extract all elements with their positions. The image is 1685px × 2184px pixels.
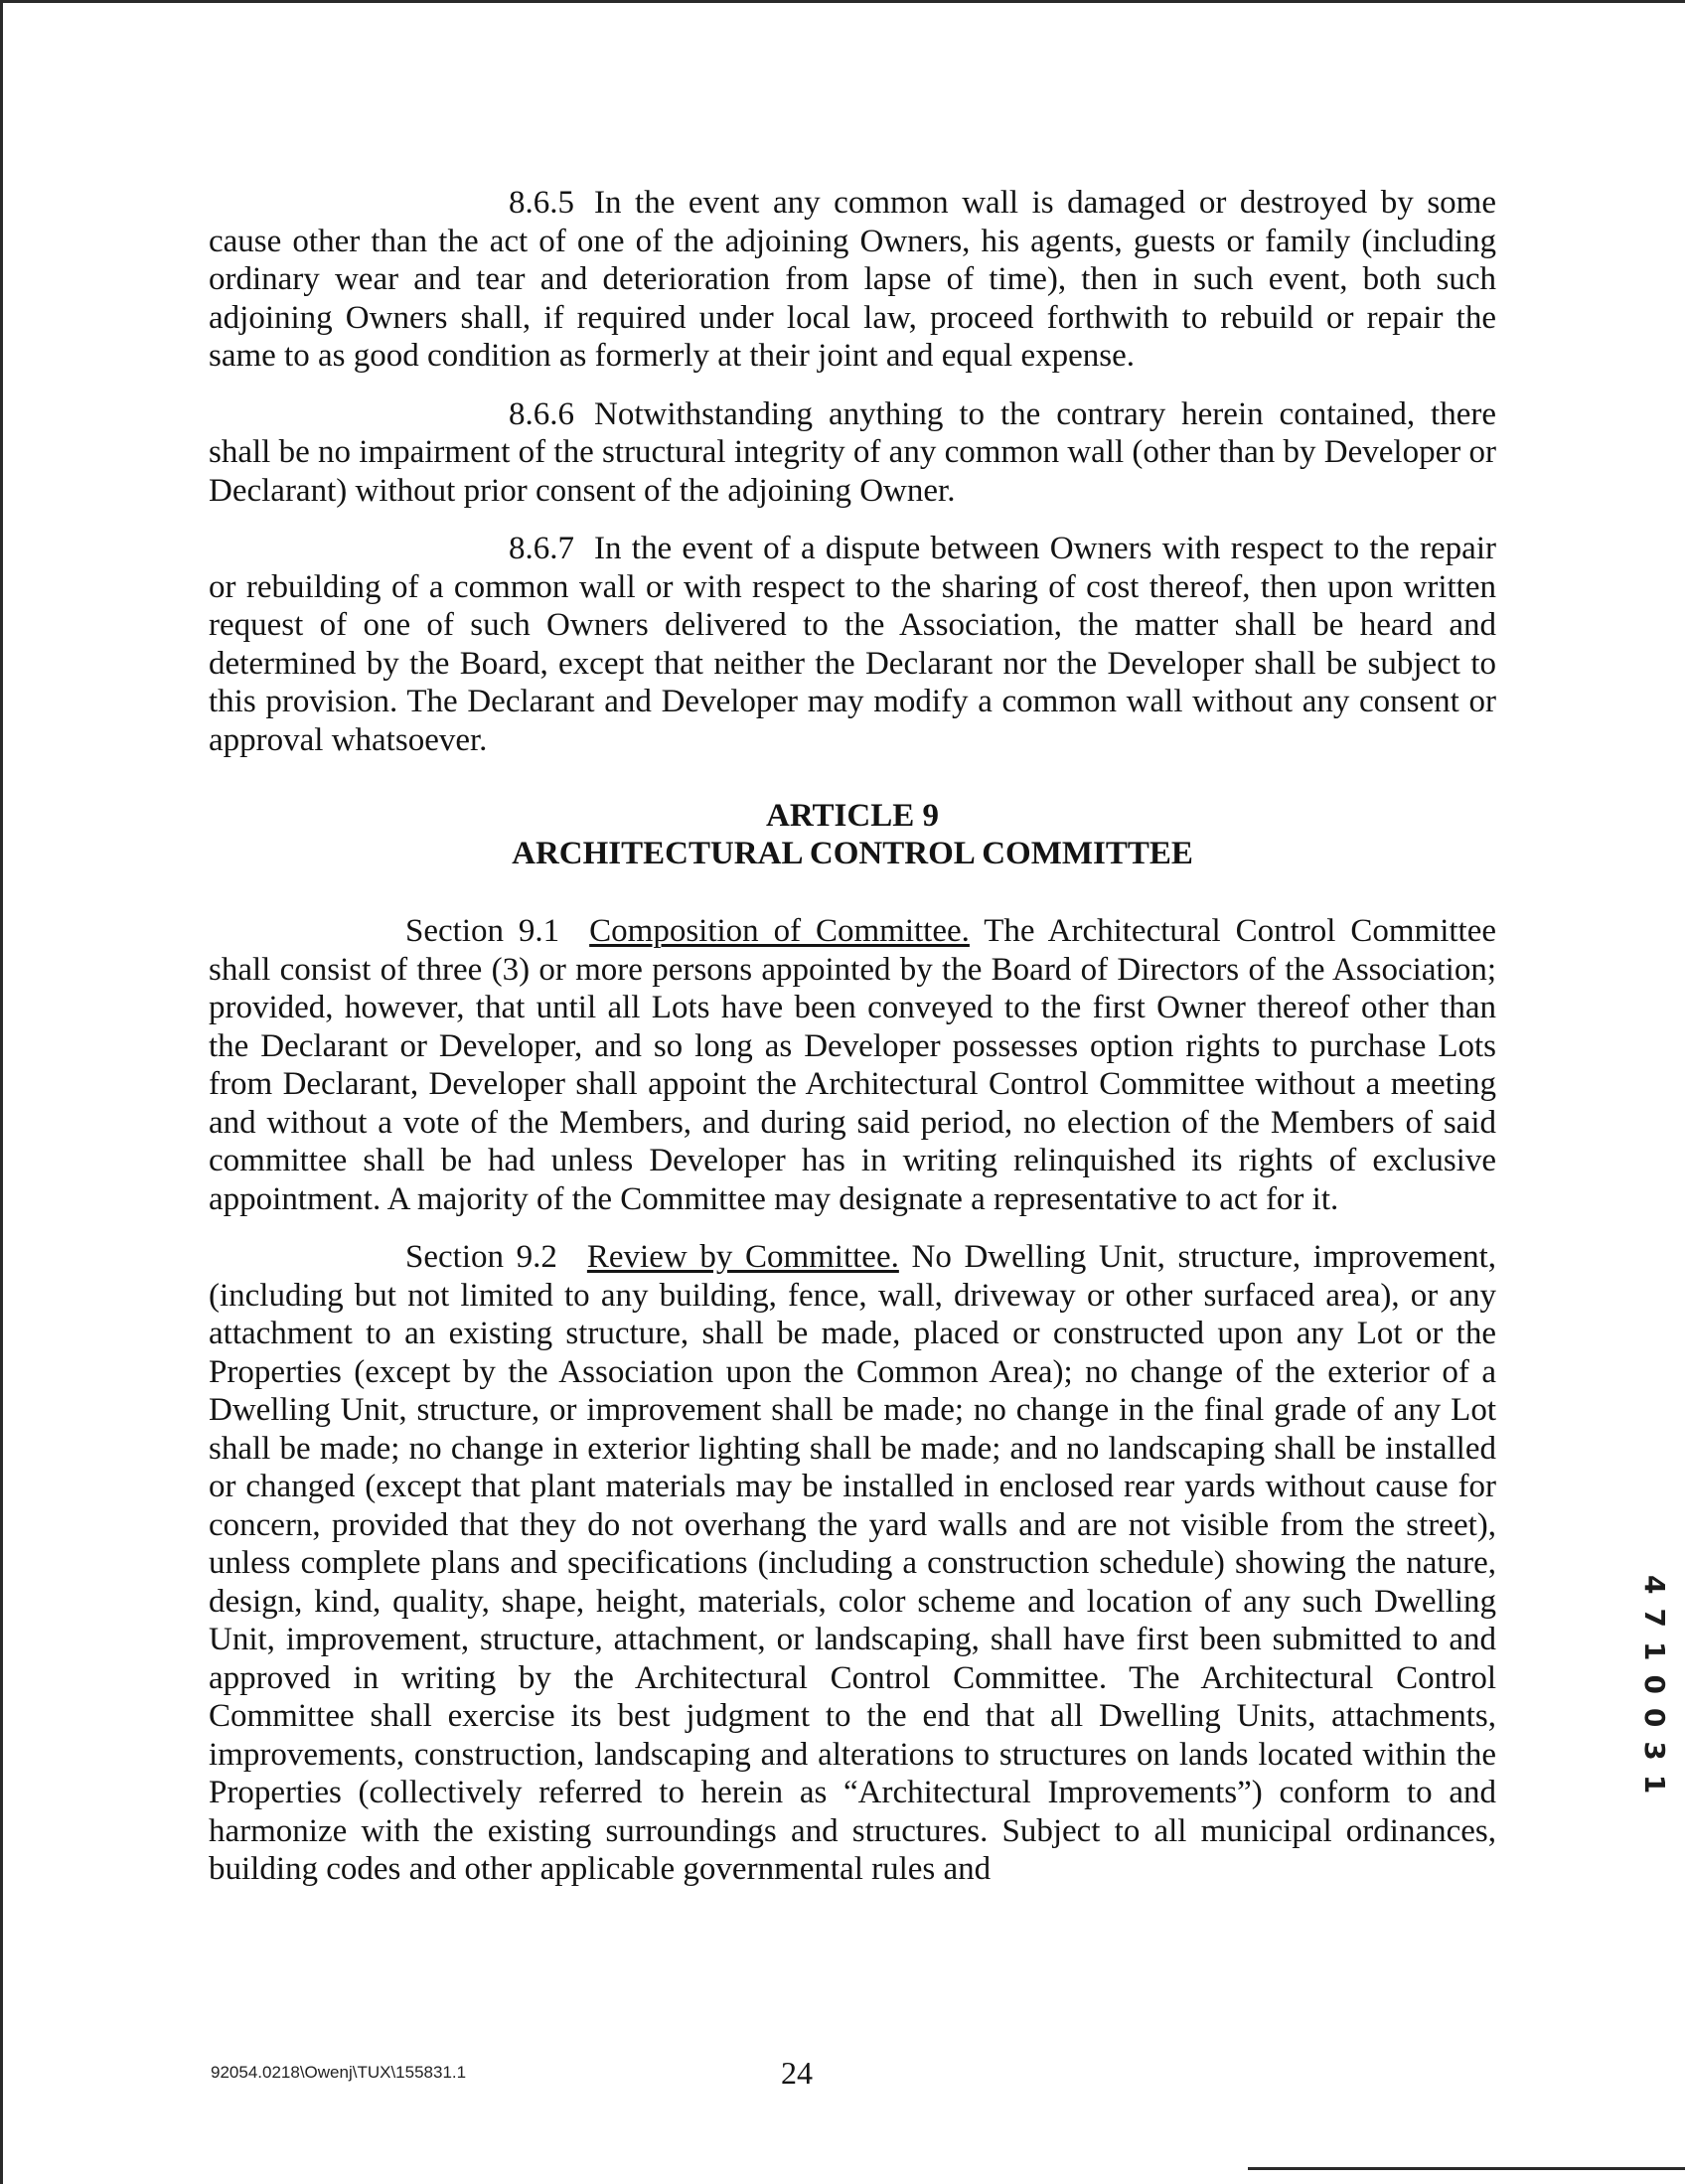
article-heading [209,797,1496,872]
paragraph-text: In the event any common wall is damaged or destroyed by some cause other than the act of one of the adjoining Owners, his agents, guests or family (including ordinary wear and tear and deterioration from lapse of time), then in such event, both such adjoining Owners shall, if required under local law, proceed forthwith to rebuild or repair the same to as good condition as formerly at their joint and equal expense. [209,185,1496,374]
paragraph-text: In the event of a dispute between Owners with respect to the repair or rebuilding of a common wall or with respect to the sharing of cost thereof, then upon written request of one of such Owners delivered to the Association, the matter shall be heard and determined by the Board, except that neither the Declarant nor the Developer shall be subject to this provision. The Declarant and Developer may modify a common wall without any consent or approval whatsoever. [209,531,1496,758]
section-label: Section 9.1 [405,913,560,949]
side-stamp-icon [1637,1575,1671,1913]
paragraph-8-6-6 [209,395,1496,511]
page-edge-top [0,0,1685,3]
paragraph-text: Notwithstanding anything to the contrary herein contained, there shall be no impairment of the structural integrity of any common wall (other than by Developer or Declarant) without prior consent of the adjoining Owner. [209,395,1496,509]
section-title: Review by Committee. [586,1239,899,1275]
page-edge-bottom [1248,2167,1685,2170]
paragraph-number: 8.6.7 [509,531,574,566]
side-stamp [1637,1575,1671,1913]
section-9-2 [209,1238,1496,1889]
article-title: ARCHITECTURAL CONTROL COMMITTEE [512,836,1193,871]
footer-page-number: 24 [781,2055,813,2091]
section-title: Composition of Committee. [589,913,970,949]
paragraph-number: 8.6.6 [509,395,574,432]
section-text: The Architectural Control Committee shall consist of three (3) or more persons appointed by the Board of Directors of the Association; provided, however, that until all Lots have been conveyed to the first Owner thereof other than the Declarant or Developer, and so long as Developer possesses option rights to purchase Lots from Declarant, Developer shall appoint the Architectural Control Committee without a meeting and without a vote of the Members, and during said period, no election of the Members of said committee shall be had unless Developer has in writing relinquished its rights of exclusive appointment. A majority of the Committee may designate a representative to act for it. [209,913,1497,1217]
article-number: ARTICLE 9 [766,798,939,834]
paragraph-8-6-7 [209,530,1496,759]
document-body [209,184,1496,1909]
footer-document-id: 92054.0218\Owenj\TUX\155831.1 [211,2063,467,2082]
paragraph-number: 8.6.5 [509,185,574,221]
section-label: Section 9.2 [405,1239,557,1275]
section-text: No Dwelling Unit, structure, improvement, (including but not limited to any building, fence, wall, driveway or other surfaced area), or any attachment to an existing structure, shall be made, placed or constructed upon any Lot or the Properties (except by the Association upon the Common Area); no change of the exterior of a Dwelling Unit, structure, or improvement shall be made; no change in the final grade of any Lot shall be made; no change in exterior lighting shall be made; and no landscaping shall be installed or changed (except that plant materials may be installed in enclosed rear yards without cause for concern, provided that they do not overhang the yard walls and are not visible from the street), unless complete plans and specifications (including a construction schedule) showing the nature, design, kind, quality, shape, height, materials, color scheme and location of any such Dwelling Unit, improvement, structure, attachment, or landscaping, shall have first been submitted to and approved in writing by the Architectural Control Committee. The Architectural Control Committee shall exercise its best judgment to the end that all Dwelling Units, attachments, improvements, construction, landscaping and alterations to structures on lands located within the Properties (collectively referred to herein as “Architectural Improvements”) conform to and harmonize with the existing surroundings and structures. Subject to all municipal ordinances, building codes and other applicable governmental rules and [209,1239,1497,1887]
page-edge-left [0,0,3,2184]
section-9-1 [209,912,1496,1218]
paragraph-8-6-5 [209,184,1496,376]
side-stamp-text: 4710031 [1638,1575,1671,1808]
